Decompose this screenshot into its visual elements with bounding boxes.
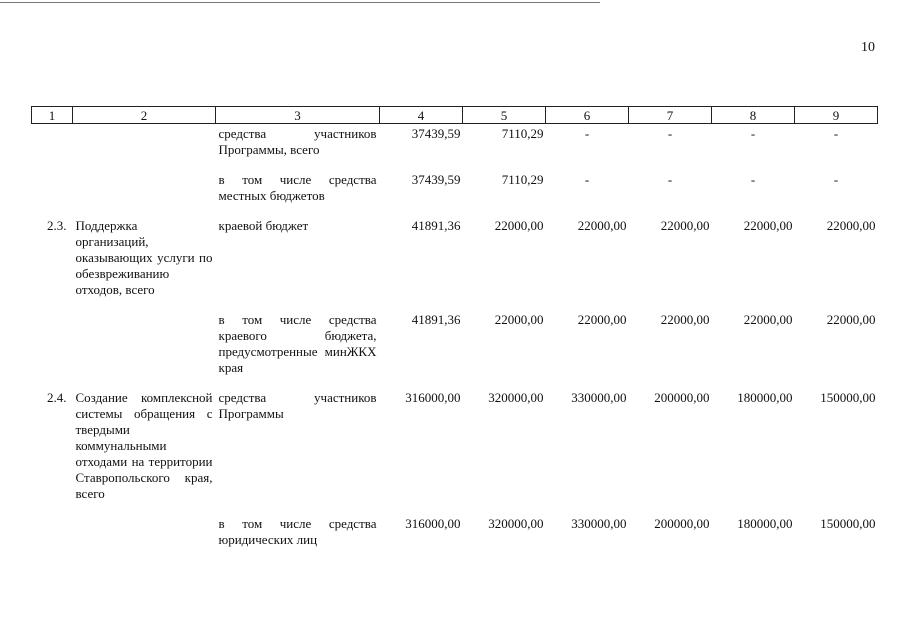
table-row — [32, 514, 878, 548]
row-index — [32, 310, 73, 376]
header-cell: 2 — [73, 107, 216, 124]
row-gap — [32, 298, 878, 310]
value-cell: 150000,00 — [820, 516, 876, 531]
value-cell: 37439,59 — [411, 126, 461, 141]
value-cell: 320000,00 — [488, 516, 544, 531]
value-cell: 37439,59 — [411, 172, 461, 187]
column-number-header — [32, 107, 878, 124]
row-name — [73, 170, 216, 204]
value-cell: 180000,00 — [737, 516, 793, 531]
funding-source: в том числе средства краевого бюджета, предусмотренные минЖКХ края — [218, 312, 377, 375]
funding-source: в том числе средства юридических лиц — [218, 516, 377, 547]
value-cell: 22000,00 — [494, 312, 544, 327]
value-cell: 41891,36 — [411, 312, 461, 327]
row-name: Создание комплексной системы обращения с твердыми коммунальными отходами на территории Ставропольского края, всего — [75, 390, 213, 501]
value-cell: 330000,00 — [571, 390, 627, 405]
funding-source: средства участников Программы — [218, 390, 377, 421]
value-cell: 22000,00 — [743, 312, 793, 327]
row-index: 2.4. — [47, 390, 67, 405]
value-cell: 22000,00 — [577, 218, 627, 233]
value-cell: 316000,00 — [405, 390, 461, 405]
header-cell: 8 — [712, 107, 795, 124]
value-cell: 41891,36 — [411, 218, 461, 233]
value-cell: 330000,00 — [571, 516, 627, 531]
top-rule — [0, 2, 600, 3]
table-row — [32, 124, 878, 159]
table-row — [32, 388, 878, 502]
header-cell: 5 — [463, 107, 546, 124]
value-cell: 22000,00 — [826, 218, 876, 233]
value-cell: 22000,00 — [577, 312, 627, 327]
table-row — [32, 216, 878, 298]
value-cell: - — [833, 126, 839, 141]
value-cell: 22000,00 — [826, 312, 876, 327]
header-cell: 6 — [546, 107, 629, 124]
value-cell: 22000,00 — [660, 312, 710, 327]
row-name: Поддержка организаций, оказывающих услуги по обезвреживанию отходов, всего — [75, 218, 213, 297]
program-table-container — [31, 106, 877, 548]
row-name — [73, 124, 216, 159]
table-row — [32, 170, 878, 204]
header-cell: 4 — [380, 107, 463, 124]
header-cell: 9 — [795, 107, 878, 124]
header-cell: 3 — [216, 107, 380, 124]
value-cell: 320000,00 — [488, 390, 544, 405]
value-cell: - — [667, 126, 673, 141]
program-table — [31, 106, 878, 548]
row-name — [73, 310, 216, 376]
value-cell: - — [667, 172, 673, 187]
row-name — [73, 514, 216, 548]
row-gap — [32, 204, 878, 216]
value-cell: - — [750, 172, 756, 187]
row-gap — [32, 376, 878, 388]
header-cell: 7 — [629, 107, 712, 124]
row-index: 2.3. — [47, 218, 67, 233]
value-cell: 7110,29 — [501, 126, 544, 141]
funding-source: краевой бюджет — [218, 218, 309, 233]
row-gap — [32, 158, 878, 170]
funding-source: средства участников Программы, всего — [218, 126, 377, 157]
value-cell: 200000,00 — [654, 516, 710, 531]
funding-source: в том числе средства местных бюджетов — [218, 172, 377, 203]
value-cell: 22000,00 — [494, 218, 544, 233]
value-cell: 150000,00 — [820, 390, 876, 405]
value-cell: 200000,00 — [654, 390, 710, 405]
value-cell: 22000,00 — [743, 218, 793, 233]
row-gap — [32, 502, 878, 514]
page-number: 10 — [861, 40, 875, 55]
value-cell: 180000,00 — [737, 390, 793, 405]
header-cell: 1 — [32, 107, 73, 124]
value-cell: - — [833, 172, 839, 187]
value-cell: 7110,29 — [501, 172, 544, 187]
value-cell: - — [750, 126, 756, 141]
row-index — [32, 514, 73, 548]
value-cell: - — [584, 172, 590, 187]
row-index — [32, 170, 73, 204]
value-cell: - — [584, 126, 590, 141]
row-index — [32, 124, 73, 159]
value-cell: 316000,00 — [405, 516, 461, 531]
value-cell: 22000,00 — [660, 218, 710, 233]
table-row — [32, 310, 878, 376]
